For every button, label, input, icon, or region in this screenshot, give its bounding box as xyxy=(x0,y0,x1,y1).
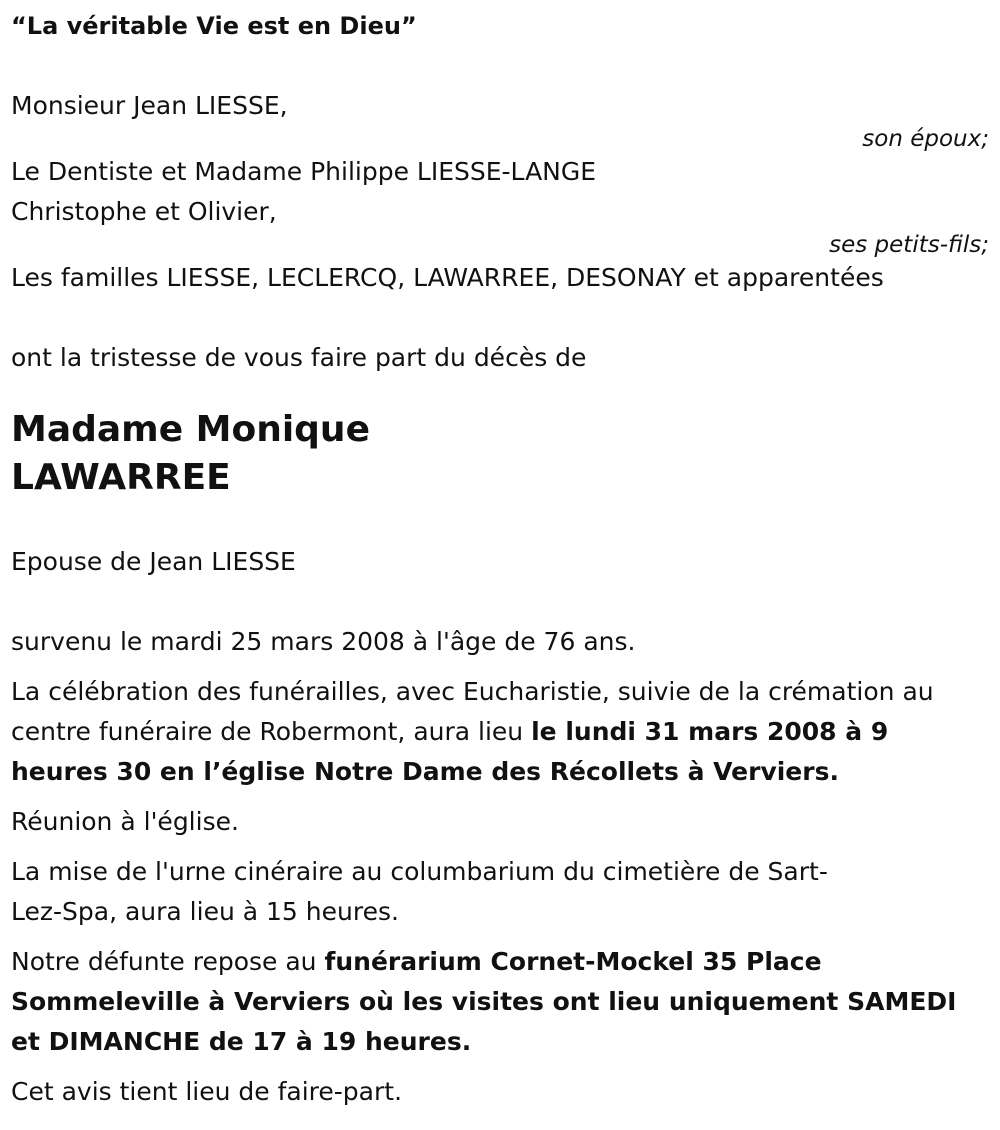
spacer xyxy=(11,582,991,622)
obituary-notice xyxy=(11,6,991,1112)
urn-paragraph: La mise de l'urne cinéraire au columbarium du cimetière de Sart-Lez-Spa, aura lieu à 15 heures. xyxy=(11,857,828,926)
families-line: Les familles LIESSE, LECLERCQ, LAWARREE, DESONAY et apparentées xyxy=(11,263,884,292)
spouse-role: son époux; xyxy=(862,126,989,152)
meeting-line: Réunion à l'église. xyxy=(11,807,239,836)
death-line: survenu le mardi 25 mars 2008 à l'âge de 76 ans. xyxy=(11,627,636,656)
visits-paragraph xyxy=(11,942,991,1062)
spacer xyxy=(11,502,991,542)
grandchildren-role: ses petits-fils; xyxy=(829,232,989,258)
announcement-line: ont la tristesse de vous faire part du décès de xyxy=(11,343,587,372)
spacer xyxy=(11,298,991,338)
epigraph-quote: “La véritable Vie est en Dieu” xyxy=(11,12,417,40)
children-line: Le Dentiste et Madame Philippe LIESSE-LANGE xyxy=(11,157,597,186)
spouse-of-line: Epouse de Jean LIESSE xyxy=(11,547,296,576)
funeral-intro: La célébration des funérailles, avec Eucharistie, suivie de la crémation au centre funéraire de Robermont, aura lieu xyxy=(11,677,934,746)
spouse-line: Monsieur Jean LIESSE, xyxy=(11,91,288,120)
spacer xyxy=(11,46,991,86)
grandchildren-line: Christophe et Olivier, xyxy=(11,197,277,226)
closing-line: Cet avis tient lieu de faire-part. xyxy=(11,1077,403,1106)
funeral-details: le lundi 31 mars 2008 à 9 heures 30 en l’église Notre Dame des Récollets à Verviers. xyxy=(11,717,889,786)
deceased-name-last: LAWARREE xyxy=(11,457,231,498)
visits-intro: Notre défunte repose au xyxy=(11,947,325,976)
visits-details: funérarium Cornet-Mockel 35 Place Sommeleville à Verviers où les visites ont lieu uniquement SAMEDI et DIMANCHE de 17 à 19 heures. xyxy=(11,947,957,1056)
spacer xyxy=(11,378,991,406)
funeral-paragraph xyxy=(11,672,991,792)
deceased-name-first: Madame Monique xyxy=(11,409,370,450)
